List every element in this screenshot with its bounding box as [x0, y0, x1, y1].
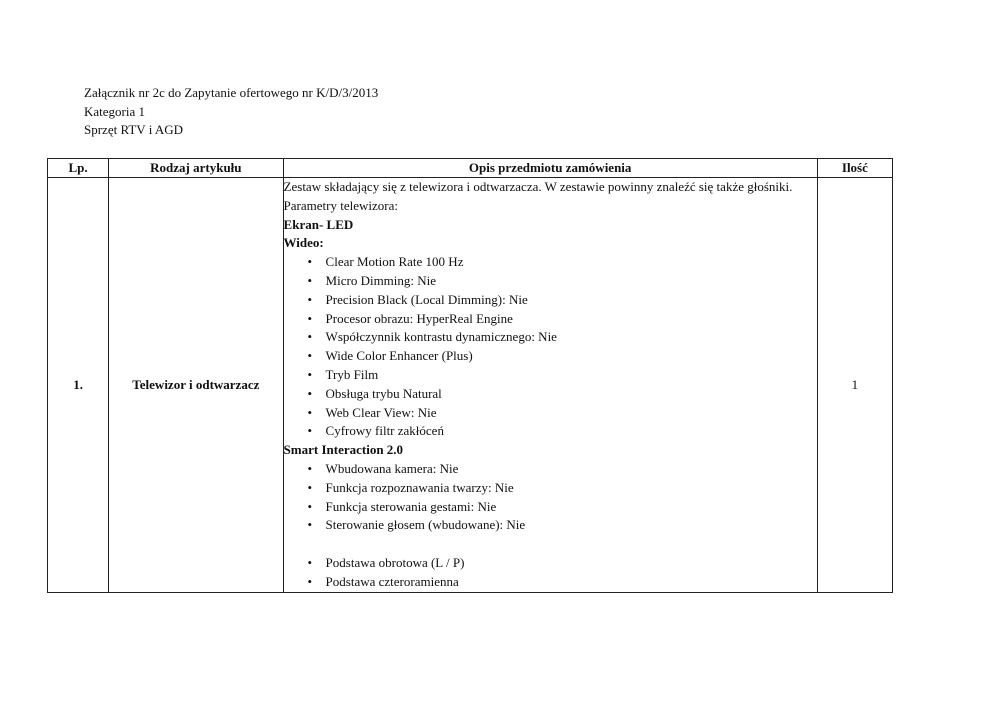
list-item: • Precision Black (Local Dimming): Nie: [326, 291, 817, 310]
list-item: • Tryb Film: [326, 366, 817, 385]
document-header: [84, 84, 378, 140]
table-row: [48, 178, 893, 593]
category-name: Sprzęt RTV i AGD: [84, 122, 184, 137]
row-number: 1.: [48, 178, 109, 593]
list-item: • Sterowanie głosem (wbudowane): Nie: [326, 516, 817, 535]
list-item: • Web Clear View: Nie: [326, 404, 817, 423]
list-item: • Podstawa czteroramienna: [326, 573, 817, 592]
column-header-quantity: Ilość: [817, 159, 892, 178]
list-item: • Funkcja sterowania gestami: Nie: [326, 498, 817, 517]
list-item: • Funkcja rozpoznawania twarzy: Nie: [326, 479, 817, 498]
list-item: • Clear Motion Rate 100 Hz: [326, 253, 817, 272]
list-item: • Współczynnik kontrastu dynamicznego: Nie: [326, 328, 817, 347]
item-quantity: 1: [817, 178, 892, 593]
list-item: • Wide Color Enhancer (Plus): [326, 347, 817, 366]
column-header-description: Opis przedmiotu zamówienia: [283, 159, 817, 178]
description-intro: Zestaw składający się z telewizora i odtwarzacza. W zestawie powinny znaleźć się także głośniki.: [283, 179, 793, 194]
list-item: • Procesor obrazu: HyperReal Engine: [326, 310, 817, 329]
stand-spec-list: [284, 554, 817, 592]
list-spacer: [284, 535, 817, 554]
list-item: • Wbudowana kamera: Nie: [326, 460, 817, 479]
column-header-item-type: Rodzaj artykułu: [109, 159, 283, 178]
attachment-title: Załącznik nr 2c do Zapytanie ofertowego nr K/D/3/2013: [84, 85, 379, 100]
video-spec-list: [284, 253, 817, 441]
list-item: • Cyfrowy filtr zakłóceń: [326, 422, 817, 441]
params-label: Parametry telewizora:: [283, 197, 398, 213]
screen-spec: Ekran- LED: [283, 216, 354, 232]
smart-spec-list: [284, 460, 817, 535]
item-type: Telewizor i odtwarzacz: [109, 178, 283, 593]
order-table: [47, 158, 893, 593]
video-heading: Wideo:: [283, 235, 324, 251]
list-item: • Podstawa obrotowa (L / P): [326, 554, 817, 573]
category-label: Kategoria 1: [84, 103, 146, 119]
list-item: • Obsługa trybu Natural: [326, 385, 817, 404]
column-header-lp: Lp.: [48, 159, 109, 178]
list-item: • Micro Dimming: Nie: [326, 272, 817, 291]
table-header-row: [48, 159, 893, 178]
item-description: [283, 178, 817, 593]
smart-heading: Smart Interaction 2.0: [283, 442, 404, 458]
